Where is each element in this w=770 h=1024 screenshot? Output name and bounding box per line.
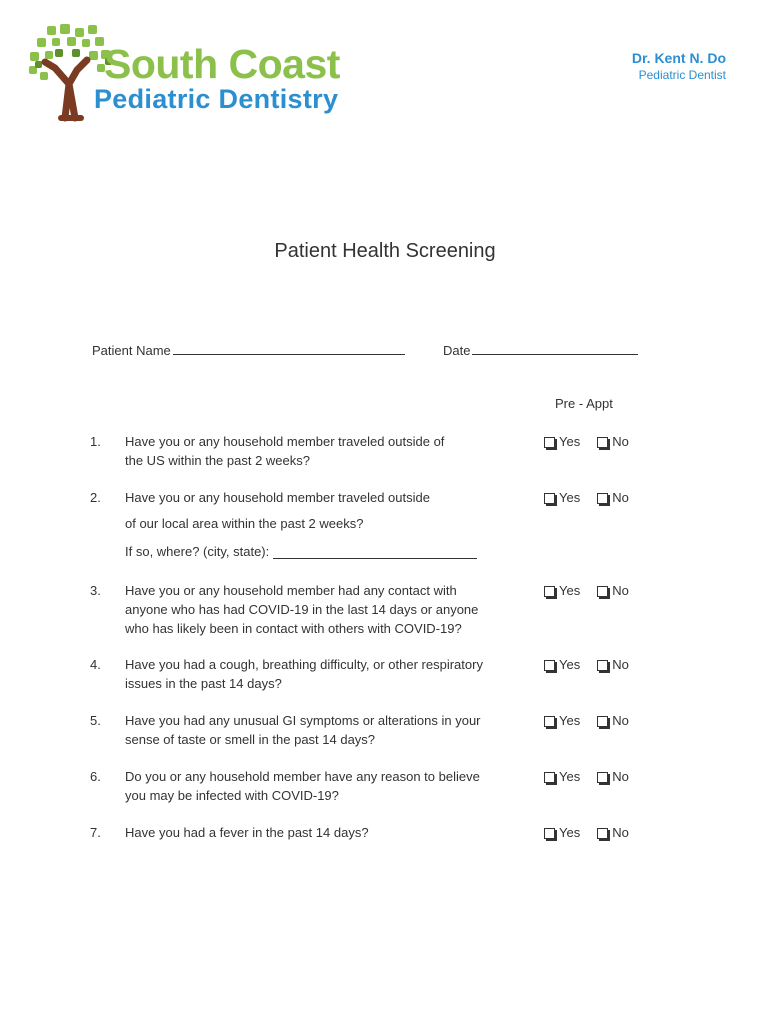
yes-label: Yes <box>559 657 581 672</box>
question-text: Have you had any unusual GI symptoms or alterations in your sense of taste or smell in the past 14 days? <box>125 713 481 747</box>
checkbox-icon <box>544 772 555 783</box>
checkbox-icon <box>597 660 608 671</box>
date-input[interactable] <box>472 340 638 355</box>
yes-option[interactable] <box>544 711 580 730</box>
patient-name-field <box>92 340 405 358</box>
question-continuation: of our local area within the past 2 weeks? <box>125 516 364 531</box>
yes-label: Yes <box>559 583 581 598</box>
yes-label: Yes <box>559 490 581 505</box>
yes-option[interactable] <box>544 488 580 507</box>
question-text: Have you had a cough, breathing difficulty, or other respiratory issues in the past 14 days? <box>125 657 483 691</box>
doctor-name: Dr. Kent N. Do <box>631 50 726 66</box>
yes-label: Yes <box>559 769 581 784</box>
question-number: 3. <box>90 583 101 598</box>
column-header: Pre - Appt <box>555 396 613 411</box>
location-label: If so, where? (city, state): <box>125 544 270 559</box>
no-option[interactable] <box>597 488 629 507</box>
answer-options <box>544 823 629 842</box>
yes-label: Yes <box>559 434 581 449</box>
no-label: No <box>612 490 629 505</box>
yes-option[interactable] <box>544 432 580 451</box>
question-text: Have you had a fever in the past 14 days? <box>125 825 369 840</box>
question-text: Have you or any household member had any contact with anyone who has had COVID-19 in the last 14 days or anyone who has likely been in contact with others with COVID-19? <box>125 583 479 636</box>
page-title: Patient Health Screening <box>274 240 496 262</box>
date-label: Date <box>443 343 471 358</box>
no-option[interactable] <box>597 823 629 842</box>
checkbox-icon <box>597 828 608 839</box>
question-number: 6. <box>90 769 101 784</box>
no-label: No <box>612 657 629 672</box>
no-label: No <box>612 583 629 598</box>
yes-option[interactable] <box>544 581 580 600</box>
question-number: 1. <box>90 434 101 449</box>
question-text: Have you or any household member traveled outside of the US within the past 2 weeks? <box>125 434 445 468</box>
patient-name-label: Patient Name <box>92 343 171 358</box>
location-input[interactable] <box>273 544 477 559</box>
yes-option[interactable] <box>544 767 580 786</box>
checkbox-icon <box>544 716 555 727</box>
question-number: 7. <box>90 825 101 840</box>
location-followup <box>125 544 477 559</box>
answer-options <box>544 581 629 600</box>
yes-option[interactable] <box>544 655 580 674</box>
no-label: No <box>612 434 629 449</box>
question-text: Do you or any household member have any reason to believe you may be infected with COVID-19? <box>125 769 480 803</box>
question-number: 2. <box>90 490 101 505</box>
checkbox-icon <box>544 437 555 448</box>
checkbox-icon <box>597 586 608 597</box>
no-option[interactable] <box>597 432 629 451</box>
checkbox-icon <box>597 772 608 783</box>
date-field <box>443 340 638 358</box>
no-option[interactable] <box>597 655 629 674</box>
patient-name-input[interactable] <box>173 340 405 355</box>
no-label: No <box>612 713 629 728</box>
no-label: No <box>612 769 629 784</box>
checkbox-icon <box>544 828 555 839</box>
answer-options <box>544 432 629 451</box>
checkbox-icon <box>544 660 555 671</box>
answer-options <box>544 711 629 730</box>
checkbox-icon <box>544 586 555 597</box>
answer-options <box>544 655 629 674</box>
logo-line1: South Coast <box>104 41 340 87</box>
question-number: 4. <box>90 657 101 672</box>
doctor-title: Pediatric Dentist <box>638 68 726 82</box>
yes-label: Yes <box>559 713 581 728</box>
question-text: Have you or any household member traveled outside <box>125 490 430 505</box>
yes-option[interactable] <box>544 823 580 842</box>
answer-options <box>544 488 629 507</box>
checkbox-icon <box>597 716 608 727</box>
answer-options <box>544 767 629 786</box>
no-option[interactable] <box>597 581 629 600</box>
checkbox-icon <box>597 493 608 504</box>
checkbox-icon <box>544 493 555 504</box>
no-label: No <box>612 825 629 840</box>
no-option[interactable] <box>597 711 629 730</box>
no-option[interactable] <box>597 767 629 786</box>
logo-line2: Pediatric Dentistry <box>94 84 339 114</box>
checkbox-icon <box>597 437 608 448</box>
doctor-info <box>632 50 726 82</box>
question-number: 5. <box>90 713 101 728</box>
yes-label: Yes <box>559 825 581 840</box>
